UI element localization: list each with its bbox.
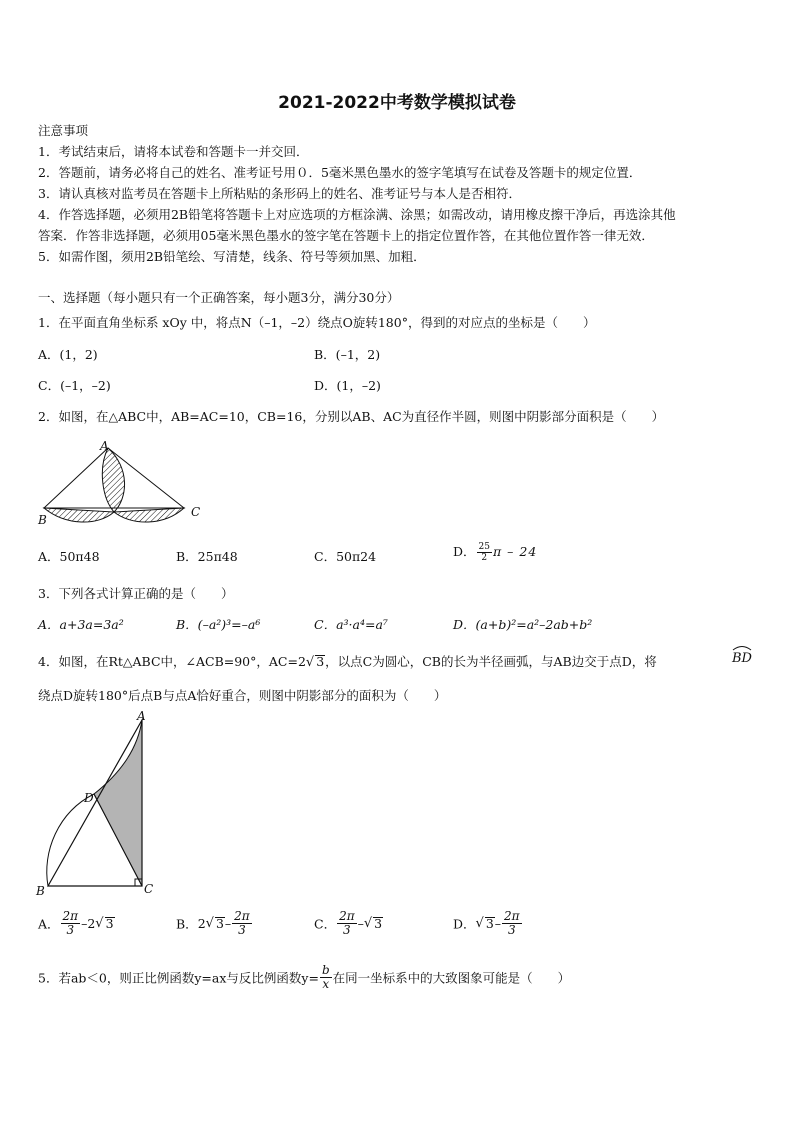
q4-option-a bbox=[38, 910, 115, 937]
radical-sign: √ bbox=[363, 916, 373, 931]
q5-stem-pre: 5．若ab＜0，则正比例函数y=ax与反比例函数y= bbox=[38, 970, 319, 986]
notice-item: 3．请认真核对监考员在答题卡上所粘贴的条形码上的姓名、准考证号与本人是否相符． bbox=[38, 186, 521, 201]
q4-arc-bd bbox=[732, 647, 752, 666]
q3-option-c: C．a³·a⁴=a⁷ bbox=[314, 617, 388, 632]
notice-item: 2．答题前，请务必将自己的姓名、准考证号用０．5毫米黑色墨水的签字笔填写在试卷及答题卡的规定位置． bbox=[38, 165, 642, 180]
option-prefix: D． bbox=[453, 916, 476, 932]
q4-label-a: A bbox=[137, 709, 146, 723]
fraction-numerator: 2π bbox=[62, 909, 79, 923]
q4-stem-pre: 4．如图，在Rt△ABC中，∠ACB=90°，AC=2 bbox=[38, 654, 306, 669]
q1-option-c: C．(–1，–2) bbox=[38, 378, 111, 393]
fraction-denominator: 3 bbox=[343, 923, 351, 937]
q4-option-d bbox=[453, 910, 523, 937]
option-prefix: C． bbox=[314, 916, 337, 932]
q5-stem-post: 在同一坐标系中的大致图象可能是（ ） bbox=[332, 970, 571, 986]
q4-option-b bbox=[176, 910, 253, 937]
page-title: 2021-2022中考数学模拟试卷 bbox=[278, 93, 516, 113]
fraction-denominator: 3 bbox=[238, 923, 246, 937]
option-prefix: B． bbox=[176, 916, 198, 932]
fraction-denominator: x bbox=[322, 977, 330, 991]
fraction bbox=[502, 910, 522, 937]
fraction-denominator: 3 bbox=[66, 923, 75, 937]
option-mid: – bbox=[494, 916, 502, 931]
q2-option-d-rest: π – 24 bbox=[492, 544, 538, 559]
option-coefficient: 2 bbox=[197, 916, 206, 931]
q3-option-b: B．(–a²)³=–a⁶ bbox=[176, 617, 261, 632]
radicand: 3 bbox=[105, 916, 114, 931]
radical-sign: √ bbox=[475, 916, 484, 931]
question-3-stem: 3．下列各式计算正确的是（ ） bbox=[38, 586, 234, 601]
q4-label-d: D bbox=[84, 791, 94, 805]
option-mid: – bbox=[224, 916, 232, 931]
q2-option-d-prefix: D． bbox=[453, 544, 476, 559]
q2-label-c: C bbox=[191, 505, 201, 519]
q4-arc-bd bbox=[47, 794, 94, 886]
q3-option-d: D．(a+b)²=a²–2ab+b² bbox=[453, 617, 593, 632]
notice-item: 5．如需作图，须用2B铅笔绘、写清楚，线条、符号等须加黑、加粗． bbox=[38, 249, 426, 264]
question-1-stem: 1．在平面直角坐标系 xOy 中，将点N（–1，–2）绕点O旋转180°，得到的对应点的坐标是（ ） bbox=[38, 315, 596, 330]
q2-option-b: B．25π48 bbox=[176, 549, 238, 564]
q3-option-a: A．a+3a=3a² bbox=[38, 617, 124, 632]
radical-sign: √ bbox=[305, 655, 315, 670]
q2-option-c: C．50π24 bbox=[314, 549, 377, 564]
option-mid: – bbox=[357, 916, 364, 931]
q2-option-a: A．50π48 bbox=[38, 549, 100, 564]
section-heading: 一、选择题（每小题只有一个正确答案，每小题3分，满分30分） bbox=[38, 290, 400, 305]
q1-option-a: A．(1，2) bbox=[38, 347, 98, 362]
q1-option-d: D．(1，–2) bbox=[314, 378, 381, 393]
fraction-numerator: 2π bbox=[339, 909, 355, 923]
fraction-numerator: 25 bbox=[478, 542, 490, 552]
q4-shaded-region bbox=[94, 720, 142, 886]
arc-label: BD bbox=[732, 651, 752, 666]
q4-option-c bbox=[314, 910, 383, 937]
q4-stem-post: ，以点C为圆心，CB的长为半径画弧，与AB边交于点D，将 bbox=[325, 654, 657, 669]
question-2-stem: 2．如图，在△ABC中，AB=AC=10，CB=16，分别以AB、AC为直径作半圆，则图中阴影部分面积是（ ） bbox=[38, 409, 665, 424]
question-4-stem-line2: 绕点D旋转180°后点B与点A恰好重合，则图中阴影部分的面积为（ ） bbox=[38, 688, 447, 703]
q4-label-c: C bbox=[144, 882, 154, 896]
q2-left-segment bbox=[44, 508, 114, 522]
q4-figure bbox=[34, 709, 164, 898]
radicand: 3 bbox=[316, 654, 325, 669]
fraction-denominator: 2 bbox=[481, 553, 488, 563]
fraction-denominator: 3 bbox=[507, 923, 516, 937]
notice-heading: 注意事项 bbox=[38, 123, 89, 138]
option-prefix: A． bbox=[38, 916, 60, 932]
question-4-stem-line1 bbox=[38, 652, 657, 670]
q2-right-segment bbox=[114, 508, 184, 522]
radical-sign: √ bbox=[205, 916, 214, 931]
q2-option-d bbox=[453, 542, 537, 563]
radicand: 3 bbox=[374, 916, 383, 931]
q2-lens-shade bbox=[102, 448, 124, 512]
fraction-numerator: 2π bbox=[234, 909, 250, 923]
q1-option-b: B．(–1，2) bbox=[314, 347, 381, 362]
radicand: 3 bbox=[215, 916, 224, 931]
fraction bbox=[232, 910, 252, 937]
notice-item: 4．作答选择题，必须用2B铅笔将答题卡上对应选项的方框涂满、涂黑；如需改动，请用橡皮擦干净后，再选涂其他 bbox=[38, 207, 676, 222]
q4-label-b: B bbox=[36, 884, 45, 898]
q2-figure bbox=[36, 438, 216, 528]
q2-option-d-fraction bbox=[477, 542, 492, 563]
radicand: 3 bbox=[485, 916, 494, 931]
q2-label-a: A bbox=[100, 439, 109, 453]
fraction bbox=[320, 964, 332, 991]
fraction bbox=[61, 910, 81, 937]
fraction-numerator: 2π bbox=[504, 909, 520, 923]
q2-label-b: B bbox=[38, 513, 47, 527]
fraction-numerator: b bbox=[321, 963, 330, 977]
notice-item: 1．考试结束后，请将本试卷和答题卡一并交回． bbox=[38, 144, 309, 159]
notice-item: 答案．作答非选择题，必须用05毫米黑色墨水的签字笔在答题卡上的指定位置作答，在其他位置作答一律无效． bbox=[38, 228, 654, 243]
question-5-stem bbox=[38, 964, 570, 991]
radical-sign: √ bbox=[95, 916, 104, 931]
fraction bbox=[337, 910, 357, 937]
option-mid: –2 bbox=[81, 916, 96, 931]
